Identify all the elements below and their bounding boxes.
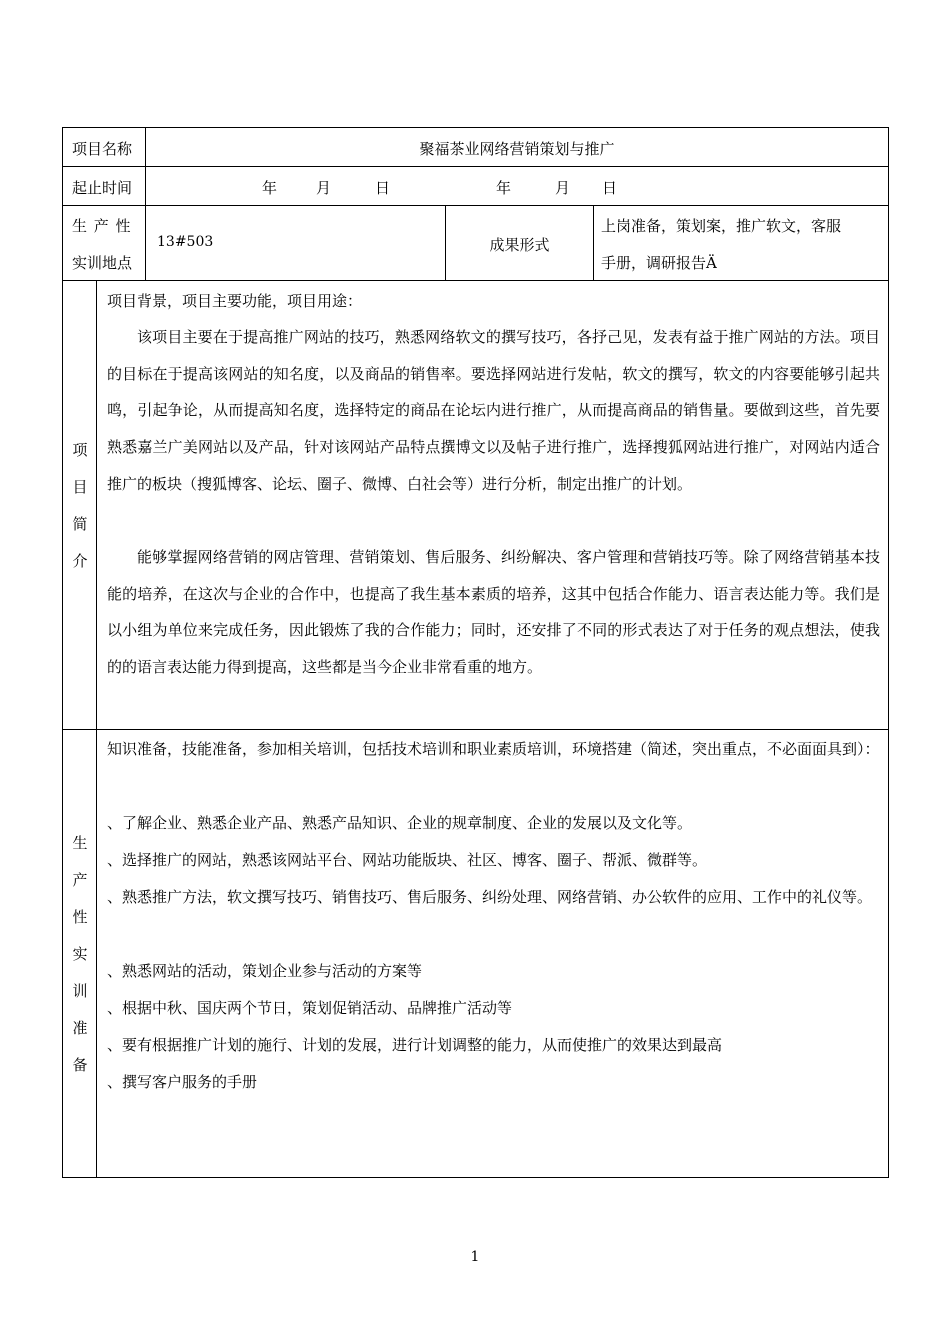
- prep-item: 、了解企业、熟悉企业产品、熟悉产品知识、企业的规章制度、企业的发展以及文化等。: [107, 814, 693, 832]
- end-day: 日: [602, 179, 618, 197]
- label-column-divider: [96, 280, 97, 1178]
- prep-label-char: 产: [72, 871, 88, 889]
- table-border-left: [62, 127, 63, 1178]
- table-border-bottom: [62, 1177, 889, 1178]
- prep-item: 、选择推广的网站，熟悉该网站平台、网站功能版块、社区、博客、圈子、帮派、微群等。: [107, 851, 708, 869]
- table-border-top: [62, 127, 889, 128]
- intro-heading: 项目背景，项目主要功能，项目用途：: [107, 292, 363, 310]
- prep-label-char: 实: [72, 945, 88, 963]
- row-divider: [62, 205, 889, 206]
- prep-item: 、熟悉推广方法，软文撰写技巧、销售技巧、售后服务、纠纷处理、网络营销、办公软件的应用、工作中的礼仪等。: [107, 888, 873, 906]
- prep-heading: 知识准备，技能准备，参加相关培训，包括技术培训和职业素质培训，环境搭建（简述，突出重点，不必面面具到）：: [107, 740, 880, 758]
- training-location-label-line2: 实训地点: [72, 254, 133, 272]
- intro-label-char: 目: [72, 478, 88, 496]
- prep-label-char: 训: [72, 982, 88, 1000]
- intro-label-char: 项: [72, 441, 88, 459]
- row-divider: [62, 166, 889, 167]
- training-location-value: 13#503: [157, 234, 214, 250]
- row-divider: [62, 280, 889, 281]
- prep-label-char: 准: [72, 1019, 88, 1037]
- prep-label-char: 性: [72, 908, 88, 926]
- prep-label-char: 备: [72, 1056, 88, 1074]
- table-border-right: [888, 127, 889, 1178]
- result-form-label: 成果形式: [489, 236, 550, 254]
- intro-label-char: 简: [72, 515, 88, 533]
- date-range-label: 起止时间: [72, 179, 133, 197]
- result-form-value-line1: 上岗准备，策划案，推广软文，客服: [601, 217, 842, 235]
- intro-label-char: 介: [72, 552, 88, 570]
- prep-item: 、熟悉网站的活动，策划企业参与活动的方案等: [107, 962, 423, 980]
- training-location-label-line1: 生 产 性: [72, 217, 132, 235]
- row-divider: [62, 729, 889, 730]
- prep-item: 、根据中秋、国庆两个节日，策划促销活动、品牌推广活动等: [107, 999, 513, 1017]
- start-month: 月: [316, 179, 332, 197]
- page-number: 1: [470, 1249, 480, 1265]
- end-year: 年: [496, 179, 512, 197]
- prep-label-char: 生: [72, 834, 88, 852]
- prep-item: 、要有根据推广计划的施行、计划的发展，进行计划调整的能力，从而使推广的效果达到最高: [107, 1036, 723, 1054]
- end-month: 月: [555, 179, 571, 197]
- intro-paragraph-1: 该项目主要在于提高推广网站的技巧，熟悉网络软文的撰写技巧，各抒己见，发表有益于推广网站的方法。项目的目标在于提高该网站的知名度，以及商品的销售率。要选择网站进行发帖，软文的撰写，软文的内容要能够引起共鸣，引起争论，从而提高知名度，选择特定的商品在论坛内进行推广，从而提高商品的销售量。要做到这些，首先要熟悉嘉兰广美网站以及产品，针对该网站产品特点撰博文以及帖子进行推广，选择搜狐网站进行推广，对网站内适合推广的板块（搜狐博客、论坛、圈子、微博、白社会等）进行分析，制定出推广的计划。: [107, 328, 880, 493]
- project-name-label: 项目名称: [72, 140, 133, 158]
- start-day: 日: [375, 179, 391, 197]
- prep-item: 、撰写客户服务的手册: [107, 1073, 258, 1091]
- start-year: 年: [262, 179, 278, 197]
- intro-paragraph-2: 能够掌握网络营销的网店管理、营销策划、售后服务、纠纷解决、客户管理和营销技巧等。除了网络营销基本技能的培养，在这次与企业的合作中，也提高了我生基本素质的培养，这其中包括合作能力、语言表达能力等。我们是以小组为单位来完成任务，因此锻炼了我的合作能力；同时，还安排了不同的形式表达了对于任务的观点想法，使我的的语言表达能力得到提高，这些都是当今企业非常看重的地方。: [107, 548, 880, 677]
- result-form-value-line2: 手册，调研报告Ä: [601, 254, 717, 272]
- cell-divider: [593, 205, 594, 281]
- project-name-value: 聚福茶业网络营销策划与推广: [419, 140, 615, 158]
